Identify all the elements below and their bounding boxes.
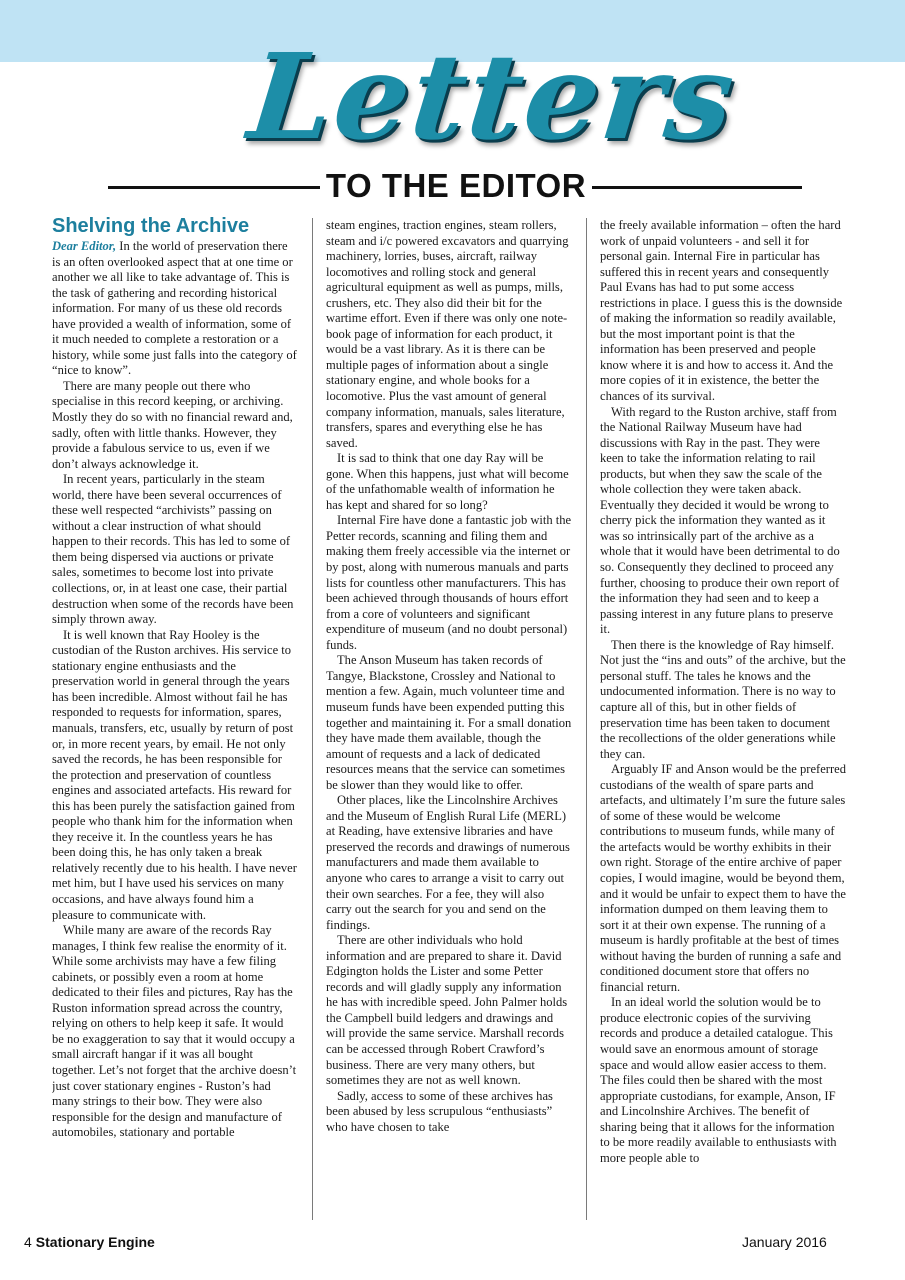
column-divider	[312, 218, 313, 1220]
publication-name: Stationary Engine	[35, 1234, 155, 1250]
title-rule-left	[108, 186, 320, 189]
paragraph: The Anson Museum has taken records of Tangye, Blackstone, Crossley and National to mention a few. Again, much volunteer time and museum funds have been expended putting this together and maintaining it. For a small donation they have made them available, though the amount of requests and a lack of dedicated resources means that the service can sometimes be slower than they would like to offer.	[326, 653, 572, 792]
paragraph: In an ideal world the solution would be to produce electronic copies of the surviving records and produce a detailed catalogue. This would save an enormous amount of storage space and would allow easier access to them. The files could then be shared with the most appropriate custodians, for example, Anson, IF and Lincolnshire Archives. The benefit of sharing being that it allows for the information to be more readily available to enthusiasts with more people able to	[600, 995, 837, 1165]
paragraph: While many are aware of the records Ray manages, I think few realise the enormity of it. While some archivists may have a few filing cabinets, or possibly even a room at home dedicated to their files and pictures, Ray has the Ruston information spread across the country, relying on others to help keep it safe. It would be no exaggeration to say that it would occupy a small aircraft hangar if it was all bought together. Let’s not forget that the archive doesn’t just cover stationary engines - Ruston’s had many strings to their bow. They were also responsible for the design and manufacture of automobiles, stationary and portable	[52, 923, 297, 1140]
paragraph: Other places, like the Lincolnshire Archives and the Museum of English Rural Life (MERL) at Reading, have extensive libraries and have preserved the records and drawings of numerous manufacturers and made them available to anyone who cares to arrange a visit to carry out their own searches. For a fee, they will also carry out the search for you and send on the findings.	[326, 793, 570, 932]
paragraph: Arguably IF and Anson would be the preferred custodians of the wealth of spare parts and artefacts, and ultimately I’m sure the future sales of some of these would be welcome contributions to museum funds, while many of the artefacts would be worthy exhibits in their own right. Storage of the entire archive of paper copies, I would imagine, would be beyond them, and it would be unfair to expect them to have the information dumped on them leaving them to sort it at their own expense. The running of a museum is hardly profitable at the best of times without having the burden of running a safe and conditioned document store that offers no financial return.	[600, 762, 846, 994]
paragraph: With regard to the Ruston archive, staff from the National Railway Museum have had discussions with Ray in the past. They were keen to take the information relating to rail products, but when they saw the scale of the whole collection they were taken aback. Eventually they decided it would be wrong to cherry pick the information they wanted as it was so intrinsically part of the archive as a whole that it would have been detrimental to do so. Consequently they declined to proceed any further, choosing to produce their own report of the information they had seen and to keep a passing interest in any future plans to preserve it.	[600, 404, 840, 637]
page-number: 4	[24, 1234, 32, 1250]
paragraph: Then there is the knowledge of Ray himself. Not just the “ins and outs” of the archive, but the personal stuff. The tales he knows and the undocumented information. There is no way to capture all of this, but in other fields of preservation time has been taken to document the recollections of the older generations while they can.	[600, 637, 846, 761]
column-3	[600, 218, 846, 1223]
paragraph: steam engines, traction engines, steam rollers, steam and i/c powered excavators and quarrying machinery, lorries, buses, aircraft, railway locomotives and rolling stock and general agricultural equipment as well as pumps, mills, crushers, etc. They also did their bit for the wartime effort. Even if there was only one note-book page of information for each product, it would be a vast library. As it is there can be multiple pages of information about a single stationary engine, and whole books for a locomotive. Plus the vast amount of general company information, manuals, sales literature, transfers, spares and everything else he has saved.	[326, 218, 569, 450]
paragraph: It is sad to think that one day Ray will be gone. When this happens, just what will become of the unfathomable wealth of information he has kept and shared for so long?	[326, 451, 569, 512]
paragraph-text: In the world of preservation there is an often overlooked aspect that at one time or another we all like to take advantage of. This is the task of gathering and recording historical information. For many of us these old records have provided a wealth of information, some of it much needed to complete a restoration or a history, while some just falls into the category of “nice to know”.	[52, 239, 297, 378]
paragraph: Sadly, access to some of these archives has been abused by less scrupulous “enthusiasts” who have chosen to take	[326, 1088, 553, 1134]
column-2	[326, 218, 572, 1223]
salutation: Dear Editor,	[52, 239, 117, 253]
paragraph	[52, 239, 298, 379]
paragraph: There are other individuals who hold information and are prepared to share it. David Edgington holds the Lister and some Petter records and will gladly supply any information he has with incredible speed. John Palmer holds the Campbell build ledgers and drawings and will provide the same service. Marshall records can be accessed through Robert Crawford’s business. There are very many others, but sometimes they are not as well known.	[326, 933, 568, 1088]
paragraph: There are many people out there who specialise in this record keeping, or archiving. Mostly they do so with no financial reward and, sadly, often with little thanks. However, they provide a fabulous service to us, even if we don’t always acknowledge it.	[52, 378, 293, 471]
paragraph: the freely available information – often the hard work of unpaid volunteers - and sell it for personal gain. Internal Fire in particular has suffered this in recent years and consequently Paul Evans has had to put some access restrictions in place. I guess this is the downside of making the information so readily available, but the most important point is that the information has been preserved and people know where it is and how to access it. And the more copies of it in existence, the better the chances of its survival.	[600, 218, 843, 404]
paragraph: It is well known that Ray Hooley is the custodian of the Ruston archives. His service to stationary engine enthusiasts and the preservation world in general through the years has been incredible. Almost without fail he has responded to requests for information, spares, manuals, transfers, etc, usually by return of post or, in more recent years, by email. He not only saved the records, he has been responsible for the protection and preservation of countless engines and associated artefacts. His reward for this has been purely the satisfaction gained from people who thank him for the information when they receive it. In the countless years he has been doing this, he has only taken a break relatively recently due to his health. I have never met him, but I have used his services on many occasions, and have always found him a pleasure to communicate with.	[52, 627, 297, 922]
issue-date: January 2016	[742, 1234, 827, 1250]
title-rule-right	[592, 186, 802, 189]
column-divider	[586, 218, 587, 1220]
paragraph: Internal Fire have done a fantastic job with the Petter records, scanning and filing them and making them freely accessible via the internet or by post, along with numerous manuals and parts lists for countless other manufacturers. This has been achieved through thousands of hours effort from a core of volunteers and significant expenditure of museum (and no doubt personal) funds.	[326, 513, 572, 652]
page-subtitle: TO THE EDITOR	[325, 167, 587, 204]
paragraph: In recent years, particularly in the steam world, there have been several occurrences of these well respected “archivists” passing on without a clear instruction of what should happen to their records. This has led to some of them being dispersed via auctions or private sales, sometimes to become lost into private collections, or, in at least one case, their partial destruction when some of the records have been simply thrown away.	[52, 472, 294, 627]
footer-left	[24, 1233, 155, 1251]
column-1	[52, 214, 298, 1219]
letters-title: Letters	[242, 27, 743, 166]
article-title: Shelving the Archive	[52, 215, 250, 237]
